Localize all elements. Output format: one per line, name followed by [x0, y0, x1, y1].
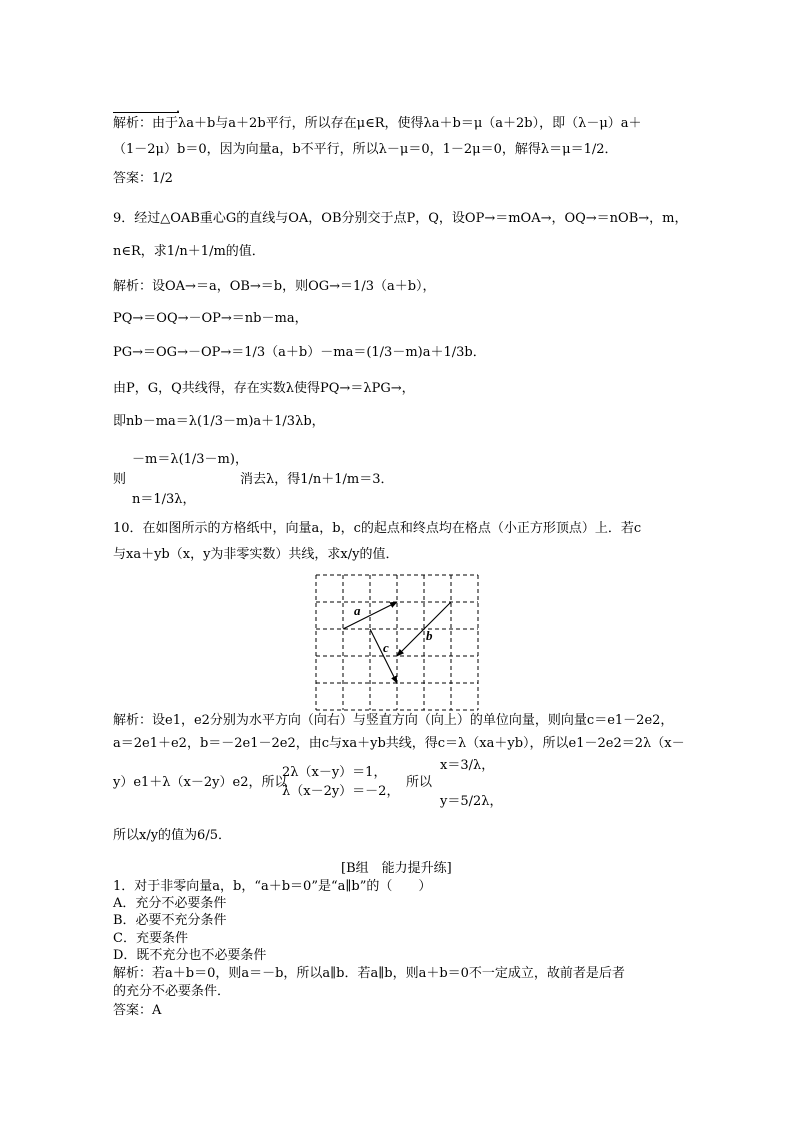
dashed-grid: [316, 575, 478, 710]
line-23: x＝3/λ，: [440, 758, 495, 773]
line-21: λ（x－2y）＝－2，: [282, 784, 400, 799]
line-11: －m＝λ(1/3－m)，: [132, 452, 248, 467]
line-27: 1．对于非零向量a，b，“a＋b＝0”是“a∥b”的（ ）: [113, 879, 432, 894]
line-13: 消去λ，得1/n＋1/m＝3．: [240, 472, 394, 487]
label-c: c: [383, 640, 389, 655]
line-24: y＝5/2λ，: [440, 794, 503, 809]
line-15: 10．在如图所示的方格纸中，向量a，b，c的起点和终点均在格点（小正方形顶点）上．若c: [113, 521, 642, 536]
line-29: B．必要不充分条件: [113, 913, 227, 928]
line-31: D．既不充分也不必要条件: [113, 948, 267, 963]
line-8: PG→＝OG→－OP→＝1/3（a＋b）－ma＝(1/3－m)a＋1/3b．: [113, 345, 486, 360]
line-17: 解析：设e1，e2分别为水平方向（向右）与竖直方向（向上）的单位向量，则向量c＝e1－2e2，: [113, 713, 674, 728]
label-a: a: [354, 603, 361, 618]
line-5: n∈R，求1/n＋1/m的值．: [113, 244, 265, 259]
line-30: C．充要条件: [113, 931, 188, 946]
line-7: PQ→＝OQ→－OP→＝nb－ma，: [113, 311, 308, 326]
line-22: 所以: [406, 775, 433, 790]
line-6: 解析：设OA→＝a，OB→＝b，则OG→＝1/3（a＋b），: [113, 279, 436, 294]
line-3: 答案：1/2: [113, 171, 173, 186]
line-2: （1－2μ）b＝0，因为向量a，b不平行，所以λ－μ＝0，1－2μ＝0，解得λ＝μ＝1/2．: [113, 142, 618, 157]
line-34: 答案：A: [113, 1003, 162, 1018]
line-10: 即nb－ma＝λ(1/3－m)a＋1/3λb，: [113, 414, 325, 429]
line-32: 解析：若a＋b＝0，则a＝－b，所以a∥b．若a∥b，则a＋b＝0不一定成立，故前者是后者: [113, 966, 625, 981]
label-b: b: [426, 628, 433, 643]
line-28: A．充分不必要条件: [113, 896, 227, 911]
line-18: a＝2e1＋e2，b＝－2e1－2e2，由c与xa＋yb共线，得c＝λ（xa＋yb），所以e1－2e2＝2λ（x－: [113, 736, 685, 751]
line-0: ．: [176, 101, 190, 116]
line-14: n＝1/3λ，: [132, 492, 196, 507]
line-33: 的充分不必要条件．: [113, 984, 231, 999]
line-4: 9．经过△OAB重心G的直线与OA，OB分别交于点P，Q，设OP→＝mOA→，OQ→＝nOB→，m，: [113, 211, 688, 226]
line-26: [B组 能力提升练]: [341, 861, 452, 876]
line-12: 则: [113, 472, 127, 487]
line-19: y）e1＋λ（x－2y）e2，所以: [113, 775, 288, 790]
line-9: 由P，G，Q共线得，存在实数λ使得PQ→＝λPG→，: [113, 381, 415, 396]
line-1: 解析：由于λa＋b与a＋2b平行，所以存在μ∈R，使得λa＋b＝μ（a＋2b），即（λ－μ）a＋: [113, 116, 642, 131]
line-20: 2λ（x－y）＝1，: [282, 765, 387, 780]
line-16: 与xa＋yb（x，y为非零实数）共线，求x/y的值．: [113, 547, 399, 562]
line-25: 所以x/y的值为6/5．: [113, 828, 231, 843]
